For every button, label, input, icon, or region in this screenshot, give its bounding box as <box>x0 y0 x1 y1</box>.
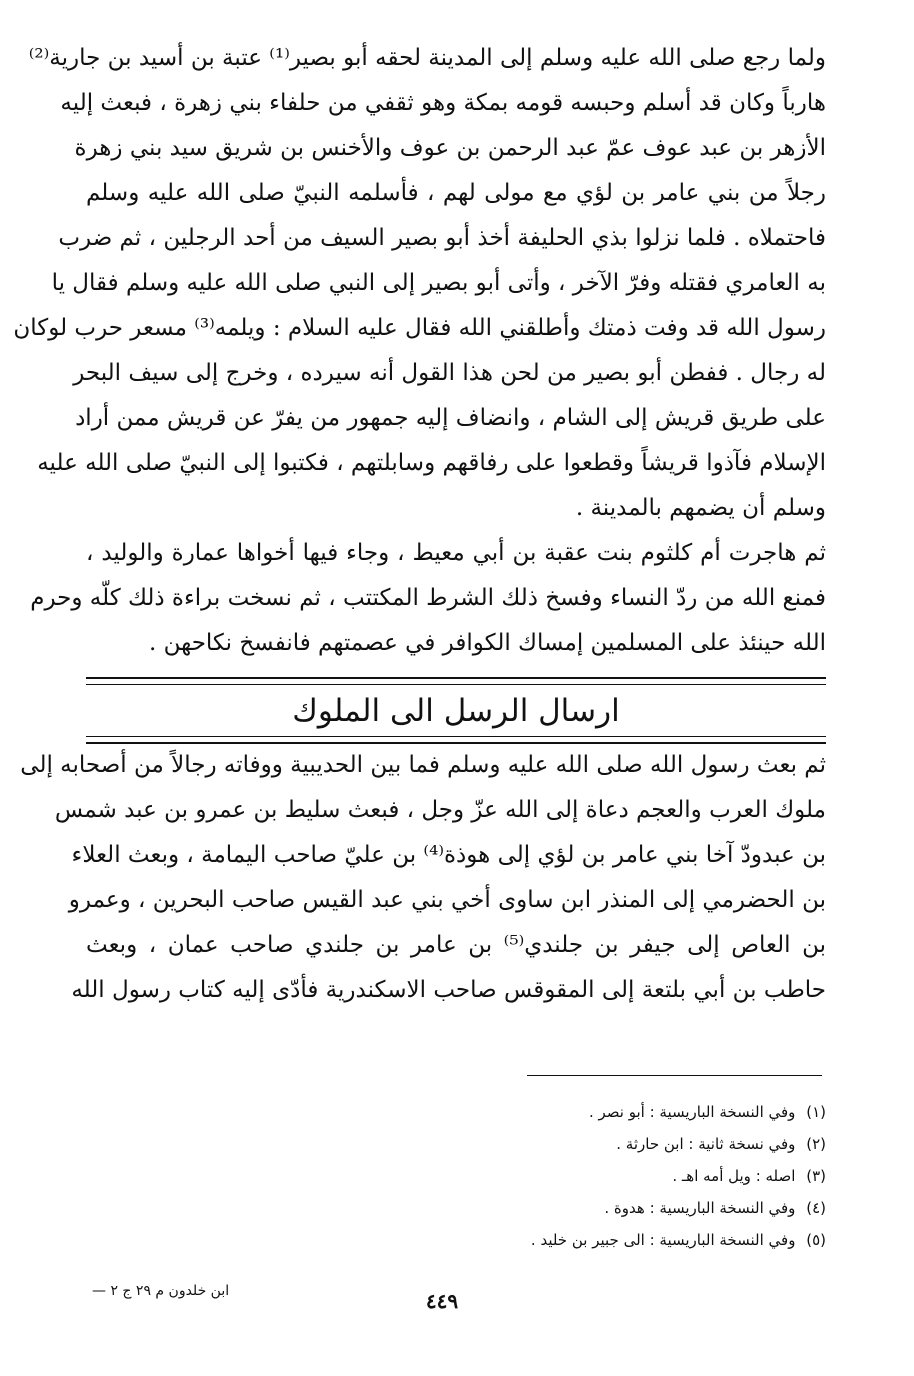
text-line: الإسلام فآذوا قريشاً وقطعوا على رفاقهم وسابلتهم ، فكتبوا إلى النبيّ صلى الله عليه <box>37 450 826 476</box>
footnote-number: (٣) <box>806 1167 826 1185</box>
text-line: ثم بعث رسول الله صلى الله عليه وسلم فما بين الحديبية ووفاته رجالاً من أصحابه إلى <box>20 752 826 778</box>
text-line: حاطب بن أبي بلتعة إلى المقوقس صاحب الاسكندرية فأدّى إليه كتاب رسول الله <box>71 977 826 1003</box>
text-line: هارباً وكان قد أسلم وحبسه قومه بمكة وهو ثقفي من حلفاء بني زهرة ، فبعث إليه <box>60 90 826 116</box>
text-line: بن عبدودّ آخا بني عامر بن لؤي إلى هوذة⁽⁴⁾ بن عليّ صاحب اليمامة ، وبعث العلاء <box>71 842 826 868</box>
text-line: رسول الله قد وفت ذمتك وأطلقني الله فقال عليه السلام : ويلمه⁽³⁾ مسعر حرب لوكان <box>13 315 826 341</box>
text-line: فمنع الله من ردّ النساء وفسخ ذلك الشرط المكتتب ، ثم نسخت براءة ذلك كلّه وحرم <box>30 585 826 611</box>
footnote-number: (٢) <box>806 1135 826 1153</box>
text-line: وسلم أن يضمهم بالمدينة . <box>575 495 826 521</box>
footnote-number: (٤) <box>806 1199 826 1217</box>
footnote-text: وفي النسخة الباريسية : أبو نصر . <box>588 1103 796 1121</box>
running-footer: ابن خلدون م ٢٩ ج ٢ — <box>92 1283 230 1299</box>
text-line: الله حينئذ على المسلمين إمساك الكوافر في عصمتهم فانفسخ نكاحهن . <box>148 630 826 656</box>
footnotes <box>406 1096 826 1256</box>
footnote-text: اصله : ويل أمه اهـ . <box>672 1167 796 1185</box>
footnote-item <box>406 1128 826 1160</box>
heading-rule-top <box>86 677 826 679</box>
heading-rule-top-inner <box>86 684 826 685</box>
section-heading: ارسال الرسل الى الملوك <box>292 693 620 729</box>
footnote-text: وفي نسخة ثانية : ابن حارثة . <box>616 1135 796 1153</box>
footnote-text: وفي النسخة الباريسية : هدوة . <box>604 1199 796 1217</box>
text-line: بن العاص إلى جيفر بن جلندي⁽⁵⁾ بن عامر بن جلندي صاحب عمان ، وبعث <box>86 932 827 958</box>
text-line: ملوك العرب والعجم دعاة إلى الله عزّ وجل ، فبعث سليط بن عمرو بن عبد شمس <box>54 797 826 823</box>
body-text-top <box>13 36 826 666</box>
text-line: رجلاً من بني عامر بن لؤي مع مولى لهم ، فأسلمه النبيّ صلى الله عليه وسلم <box>86 180 826 206</box>
footnote-item <box>406 1224 826 1256</box>
footnote-item <box>406 1160 826 1192</box>
footnote-item <box>406 1192 826 1224</box>
text-line: له رجال . ففطن أبو بصير من لحن هذا القول أنه سيرده ، وخرج إلى سيف البحر <box>73 360 826 386</box>
text-line: الأزهر بن عبد عوف عمّ عبد الرحمن بن عوف والأخنس بن شريق سيد بني زهرة <box>74 135 826 161</box>
footnote-separator <box>527 1075 822 1076</box>
text-line: فاحتملاه . فلما نزلوا بذي الحليفة أخذ أبو بصير السيف من أحد الرجلين ، ثم ضرب <box>58 225 826 251</box>
text-line: ولما رجع صلى الله عليه وسلم إلى المدينة لحقه أبو بصير⁽¹⁾ عتبة بن أسيد بن جارية⁽²⁾ <box>28 45 826 71</box>
text-line: به العامري فقتله وفرّ الآخر ، وأتى أبو بصير إلى النبي صلى الله عليه وسلم فقال يا <box>51 270 826 296</box>
footnote-number: (٥) <box>806 1231 826 1249</box>
text-line: ثم هاجرت أم كلثوم بنت عقبة بن أبي معيط ، وجاء فيها أخواها عمارة والوليد ، <box>86 540 826 566</box>
footnote-item <box>406 1096 826 1128</box>
text-line: على طريق قريش إلى الشام ، وانضاف إليه جمهور من يفرّ عن قريش ممن أراد <box>75 405 826 431</box>
heading-rule-bottom-inner <box>86 736 826 737</box>
text-line: بن الحضرمي إلى المنذر ابن ساوى أخي بني عبد القيس صاحب البحرين ، وعمرو <box>68 887 826 913</box>
page-number: ٤٤٩ <box>425 1289 459 1313</box>
footnote-number: (١) <box>806 1103 826 1121</box>
footnote-text: وفي النسخة الباريسية : الى جبير بن خليد . <box>530 1231 796 1249</box>
body-text-bottom <box>20 743 827 1013</box>
